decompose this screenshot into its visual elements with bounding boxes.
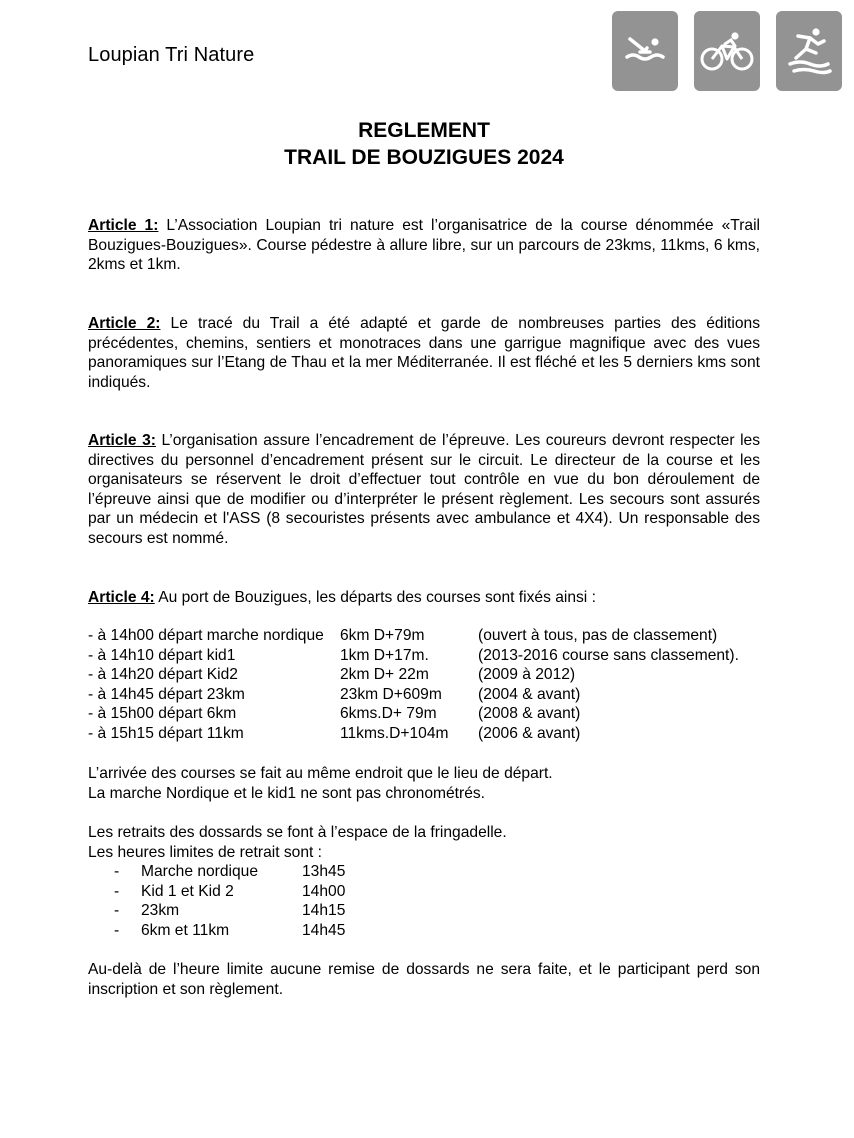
closing-paragraph: Au-delà de l’heure limite aucune remise de dossards ne sera faite, et le participant perd son inscription et son règlement. <box>88 961 760 998</box>
schedule-distance: 11kms.D+104m <box>340 724 449 742</box>
list-dash: - <box>114 902 120 920</box>
limit-name: Kid 1 et Kid 2 <box>141 882 234 900</box>
run-icon <box>776 11 842 91</box>
list-item <box>114 862 345 882</box>
bib-limits-heading: Les heures limites de retrait sont : <box>88 844 323 861</box>
schedule-time: - à 15h00 départ 6km <box>88 705 237 723</box>
limit-time: 14h00 <box>302 882 346 900</box>
org-name: Loupian Tri Nature <box>88 44 255 66</box>
schedule-distance: 2km D+ 22m <box>340 666 429 684</box>
article-4 <box>88 588 760 608</box>
schedule-row <box>88 626 739 646</box>
schedule-time: - à 14h20 départ Kid2 <box>88 666 238 684</box>
schedule-time: - à 14h45 départ 23km <box>88 685 245 703</box>
article-4-label: Article 4: <box>88 589 155 606</box>
schedule-note: (2006 & avant) <box>478 724 581 742</box>
arrival-line-2: La marche Nordique et le kid1 ne sont pas chronométrés. <box>88 785 485 802</box>
article-1 <box>88 216 760 275</box>
article-4-text: Au port de Bouzigues, les départs des courses sont fixés ainsi : <box>154 589 596 606</box>
list-item <box>114 921 345 941</box>
schedule-row <box>88 704 739 724</box>
list-dash: - <box>114 882 120 900</box>
schedule-note: (ouvert à tous, pas de classement) <box>478 627 718 644</box>
limit-time: 14h15 <box>302 902 346 920</box>
limit-name: Marche nordique <box>141 863 259 880</box>
schedule-row <box>88 685 739 705</box>
limit-name: 6km et 11km <box>141 921 230 939</box>
article-2 <box>88 314 760 392</box>
list-dash: - <box>114 921 120 939</box>
schedule-distance: 1km D+17m. <box>340 646 429 664</box>
schedule-row <box>88 646 739 666</box>
document-title: REGLEMENT <box>358 119 490 142</box>
list-item <box>114 901 345 921</box>
schedule-distance: 6kms.D+ 79m <box>340 705 437 723</box>
article-3 <box>88 431 760 549</box>
start-schedule <box>88 626 739 744</box>
document-subtitle: TRAIL DE BOUZIGUES 2024 <box>284 146 564 169</box>
article-3-text: L’organisation assure l’encadrement de l’épreuve. Les coureurs devront respecter les directives du personnel d’encadrement présent sur le circuit. Le directeur de la course et les organisateurs se réservent le droit d’effectuer tout contrôle en vue du bon déroulement de l’épreuve ainsi que de modifier ou d’interpréter le présent règlement. Les secours sont assurés par un médecin et l'ASS (8 secouristes présents avec ambulance et 4X4). Un responsable des secours est nommé. <box>88 432 760 547</box>
schedule-distance: 6km D+79m <box>340 627 425 644</box>
list-item <box>114 882 345 902</box>
schedule-time: - à 14h00 départ marche nordique <box>88 627 324 644</box>
bib-limits-list <box>114 862 345 940</box>
schedule-time: - à 15h15 départ 11km <box>88 724 244 742</box>
article-2-text: Le tracé du Trail a été adapté et garde de nombreuses parties des éditions précédentes, chemins, sentiers et monotraces dans une garrigue magnifique avec des vues panoramiques sur l’Etang de Thau et la mer Méditerranée. Il est fléché et les 5 derniers kms sont indiqués. <box>88 315 760 391</box>
schedule-note: (2009 à 2012) <box>478 666 576 684</box>
schedule-note: (2004 & avant) <box>478 685 581 703</box>
swim-icon <box>612 11 678 91</box>
list-dash: - <box>114 863 120 880</box>
schedule-note: (2013-2016 course sans classement). <box>478 646 739 664</box>
schedule-note: (2008 & avant) <box>478 705 581 723</box>
bike-icon <box>694 11 760 91</box>
limit-time: 13h45 <box>302 863 346 880</box>
article-1-text: L’Association Loupian tri nature est l’organisatrice de la course dénommée «Trail Bouzigues-Bouzigues». Course pédestre à allure libre, sur un parcours de 23kms, 11kms, 6 kms, 2kms et 1km. <box>88 217 760 274</box>
article-3-label: Article 3: <box>88 432 156 449</box>
sport-icons <box>612 11 842 91</box>
schedule-row <box>88 665 739 685</box>
bib-pickup-line: Les retraits des dossards se font à l’espace de la fringadelle. <box>88 824 507 841</box>
schedule-time: - à 14h10 départ kid1 <box>88 646 236 664</box>
arrival-line-1: L’arrivée des courses se fait au même endroit que le lieu de départ. <box>88 765 553 782</box>
article-2-label: Article 2: <box>88 315 161 332</box>
limit-name: 23km <box>141 902 180 920</box>
article-1-label: Article 1: <box>88 217 159 234</box>
schedule-row <box>88 724 739 744</box>
limit-time: 14h45 <box>302 921 346 939</box>
schedule-distance: 23km D+609m <box>340 685 442 703</box>
